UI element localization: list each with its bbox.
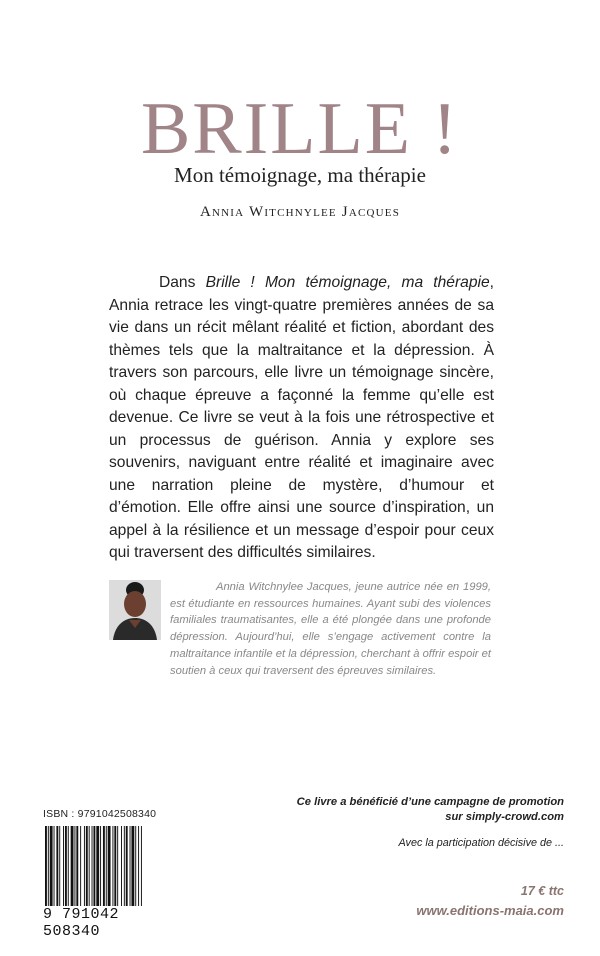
barcode-digits: 9 791042 508340 — [43, 906, 173, 940]
book-blurb — [109, 272, 494, 565]
publisher-website: www.editions-maia.com — [416, 903, 564, 918]
blurb-paragraph — [109, 272, 494, 565]
blurb-book-reference: Brille ! Mon témoignage, ma thérapie — [205, 274, 490, 291]
author-portrait-image — [109, 580, 161, 640]
promotion-line-2: sur simply-crowd.com — [445, 811, 564, 823]
book-title: BRILLE ! — [140, 88, 460, 170]
author-photo — [109, 580, 161, 640]
book-subtitle: Mon témoignage, ma thérapie — [174, 163, 426, 187]
blurb-lead: Dans — [159, 274, 206, 291]
promotion-notice — [264, 795, 564, 825]
promotion-line-1: Ce livre a bénéficié d’une campagne de promotion — [296, 796, 564, 808]
author-bio — [170, 579, 491, 679]
participation-notice: Avec la participation décisive de ... — [398, 837, 564, 849]
isbn-label: ISBN : 9791042508340 — [43, 808, 157, 820]
blurb-body: , Annia retrace les vingt-quatre premières années de sa vie dans un récit mêlant réalité et fiction, abordant des thèmes tels que la maltraitance et la dépression. À travers son parcours, elle livre un témoignage sincère, où chaque épreuve a façonné la femme qu’elle est devenue. Ce livre se veut à la fois une rétrospective et un processus de guérison. Annia y explore ses souvenirs, naviguant entre réalité et imaginaire avec une narration pleine de mystère, d’humour et d’émotion. Elle offre ainsi une source d’inspiration, un appel à la résilience et un message d’espoir pour ceux qui traversent des difficultés similaires. — [109, 274, 494, 561]
author-name: Annia Witchnylee Jacques — [199, 204, 401, 220]
book-price: 17 € ttc — [520, 884, 564, 898]
author-bio-text: Annia Witchnylee Jacques, jeune autrice née en 1999, est étudiante en ressources humaines. Ayant subi des violences familiales traumatisantes, elle a été plongée dans une profonde dépression. Aujourd’hui, elle s’engage activement contre la maltraitance infantile et la dépression, cherchant à offrir espoir et soutien à ceux qui traversent des épreuves similaires. — [170, 581, 491, 677]
